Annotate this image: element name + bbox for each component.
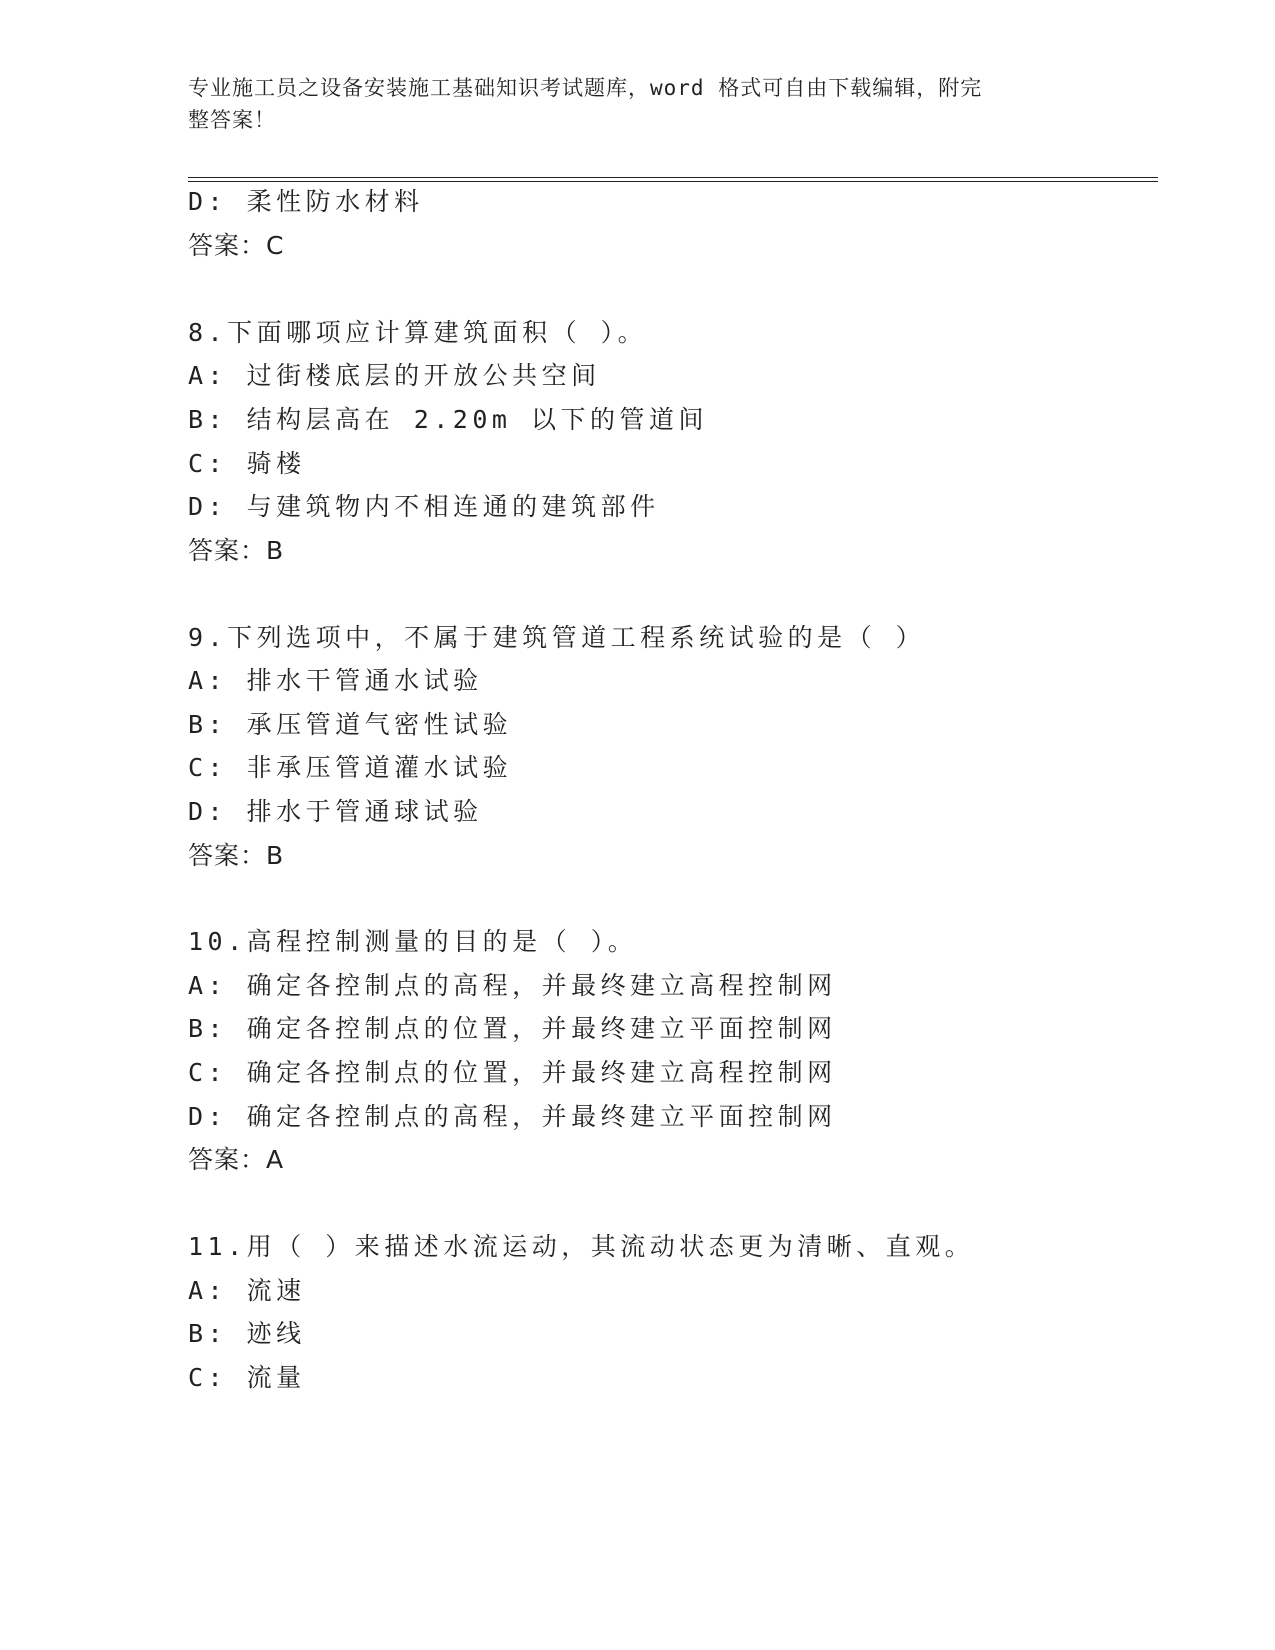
q8-option-b: B: 结构层高在 2.20m 以下的管道间 <box>188 405 709 434</box>
q9-option-d: D: 排水于管通球试验 <box>188 797 483 826</box>
document-header <box>188 72 1068 136</box>
q10-option-d: D: 确定各控制点的高程，并最终建立平面控制网 <box>188 1102 837 1131</box>
q10-answer: 答案：A <box>188 1145 285 1174</box>
q9-option-b: B: 承压管道气密性试验 <box>188 710 513 739</box>
q9-option-a: A: 排水干管通水试验 <box>188 666 483 695</box>
q9-answer: 答案：B <box>188 841 285 870</box>
q8-stem: 8.下面哪项应计算建筑面积（ ）。 <box>188 318 648 347</box>
q10-option-b: B: 确定各控制点的位置，并最终建立平面控制网 <box>188 1014 837 1043</box>
q11-option-c: C: 流量 <box>188 1363 306 1392</box>
q11-option-a: A: 流速 <box>188 1276 306 1305</box>
q10-stem: 10.高程控制测量的目的是（ ）。 <box>188 927 638 956</box>
header-divider-bottom <box>188 181 1158 182</box>
q8-answer: 答案：B <box>188 536 285 565</box>
header-divider-top <box>188 177 1158 178</box>
q10-option-c: C: 确定各控制点的位置，并最终建立高程控制网 <box>188 1058 837 1087</box>
document-page <box>188 0 1158 1650</box>
q11-stem: 11.用（ ）来描述水流运动，其流动状态更为清晰、直观。 <box>188 1232 975 1261</box>
q8-option-d: D: 与建筑物内不相连通的建筑部件 <box>188 492 660 521</box>
q9-stem: 9.下列选项中，不属于建筑管道工程系统试验的是（ ） <box>188 623 926 652</box>
q8-option-a: A: 过街楼底层的开放公共空间 <box>188 361 601 390</box>
header-line-2: 整答案！ <box>188 108 276 132</box>
q7-option-d: D: 柔性防水材料 <box>188 187 424 216</box>
q10-option-a: A: 确定各控制点的高程，并最终建立高程控制网 <box>188 971 837 1000</box>
header-line-1: 专业施工员之设备安装施工基础知识考试题库，word 格式可自由下载编辑，附完 <box>188 76 983 100</box>
q9-option-c: C: 非承压管道灌水试验 <box>188 753 513 782</box>
q7-answer: 答案：C <box>188 231 285 260</box>
q11-option-b: B: 迹线 <box>188 1319 306 1348</box>
q8-option-c: C: 骑楼 <box>188 449 306 478</box>
